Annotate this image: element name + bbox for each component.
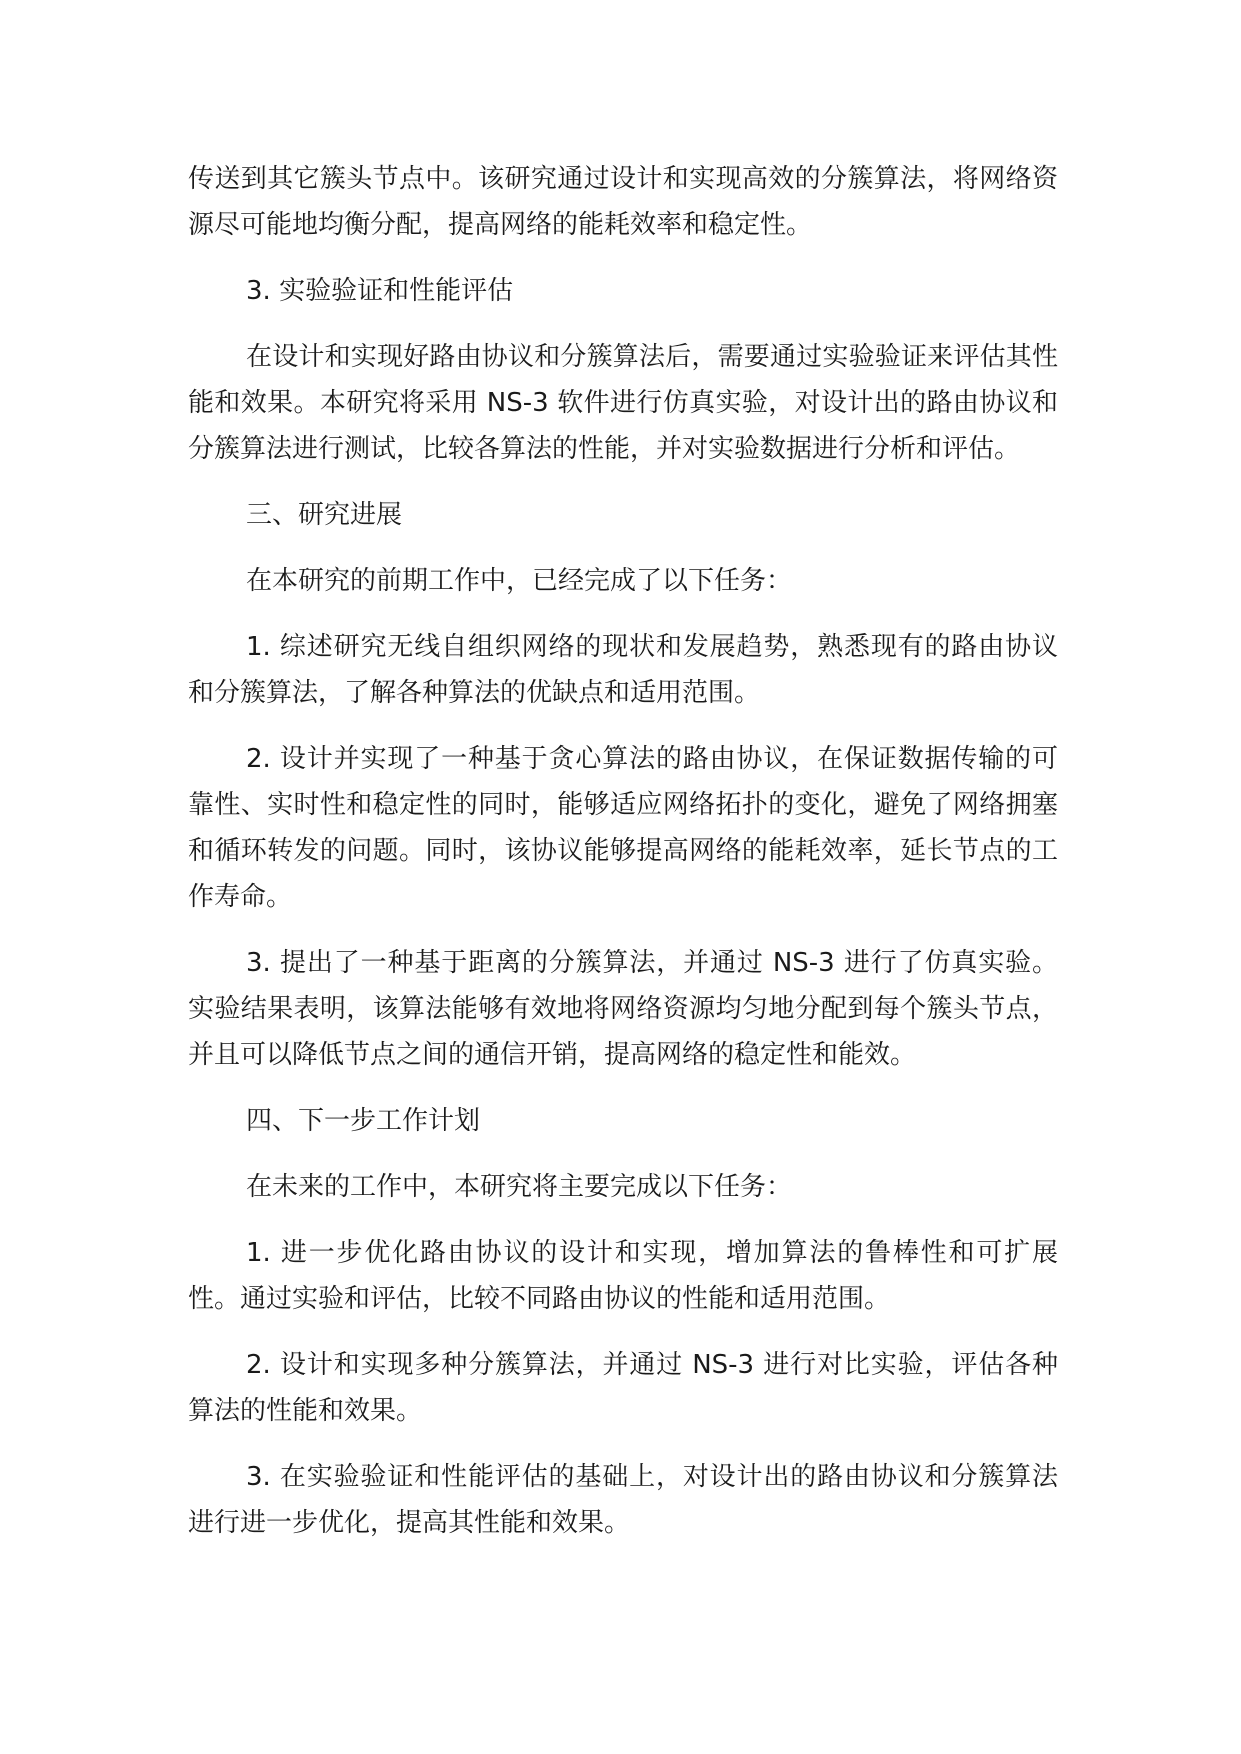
list-item-progress-1: 1. 综述研究无线自组织网络的现状和发展趋势，熟悉现有的路由协议和分簇算法，了解各种算法的优缺点和适用范围。 [188,632,1058,708]
list-item-plan-1: 1. 进一步优化路由协议的设计和实现，增加算法的鲁棒性和可扩展性。通过实验和评估，比较不同路由协议的性能和适用范围。 [188,1238,1058,1314]
list-item-plan-2: 2. 设计和实现多种分簇算法，并通过 NS-3 进行对比实验，评估各种算法的性能和效果。 [188,1350,1058,1426]
section-heading-experiment: 3. 实验验证和性能评估 [246,276,514,306]
paragraph-plan-intro: 在未来的工作中，本研究将主要完成以下任务： [246,1172,793,1202]
paragraph-progress-intro: 在本研究的前期工作中，已经完成了以下任务： [246,566,793,596]
list-item-plan-3: 3. 在实验验证和性能评估的基础上，对设计出的路由协议和分簇算法进行进一步优化，提高其性能和效果。 [188,1462,1058,1538]
document-body [188,156,1058,1566]
list-item-progress-2: 2. 设计并实现了一种基于贪心算法的路由协议，在保证数据传输的可靠性、实时性和稳定性的同时，能够适应网络拓扑的变化，避免了网络拥塞和循环转发的问题。同时，该协议能够提高网络的能耗效率，延长节点的工作寿命。 [188,744,1058,912]
paragraph-continuation: 传送到其它簇头节点中。该研究通过设计和实现高效的分簇算法，将网络资源尽可能地均衡分配，提高网络的能耗效率和稳定性。 [188,164,1058,240]
section-heading-progress: 三、研究进展 [246,500,403,530]
section-heading-plan: 四、下一步工作计划 [246,1106,481,1136]
paragraph-experiment: 在设计和实现好路由协议和分簇算法后，需要通过实验验证来评估其性能和效果。本研究将采用 NS-3 软件进行仿真实验，对设计出的路由协议和分簇算法进行测试，比较各算法的性能，并对实验数据进行分析和评估。 [188,342,1058,464]
list-item-progress-3: 3. 提出了一种基于距离的分簇算法，并通过 NS-3 进行了仿真实验。实验结果表明，该算法能够有效地将网络资源均匀地分配到每个簇头节点，并且可以降低节点之间的通信开销，提高网络的稳定性和能效。 [188,948,1058,1070]
